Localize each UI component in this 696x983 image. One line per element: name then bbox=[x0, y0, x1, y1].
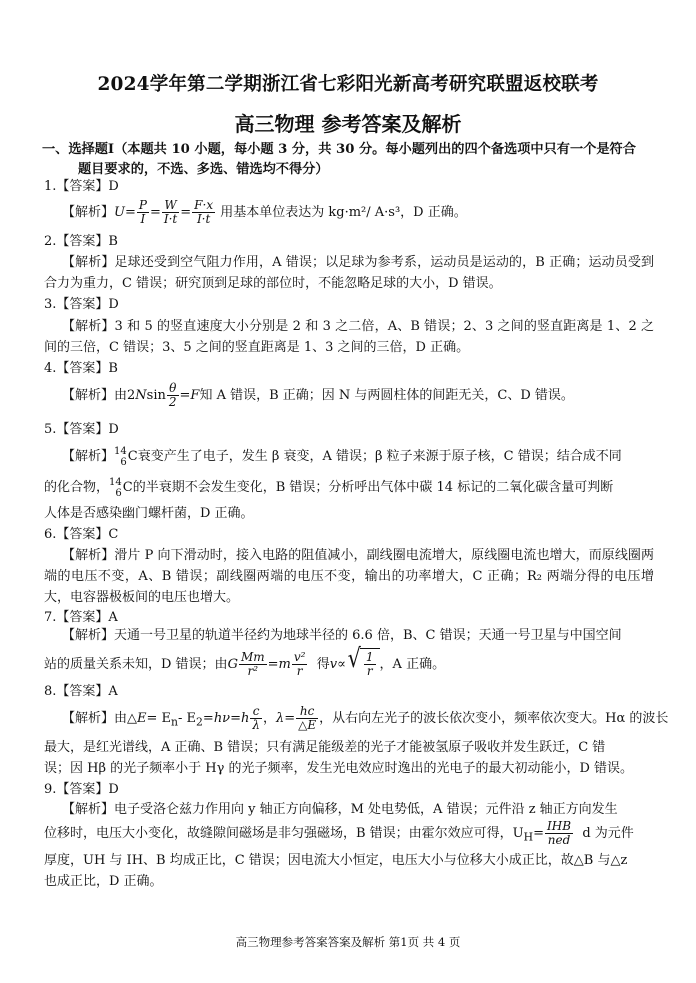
section-heading bbox=[42, 140, 654, 180]
fraction: $\frac{W}{I\cdot t}$ bbox=[163, 198, 178, 226]
q8-answer: 8.【答案】A bbox=[44, 684, 118, 699]
q8-analysis-line2: 最大，是红光谱线，A 正确、B 错误；只有满足能级差的光子才能被氢原子吸收并发生跃迁，C 错 bbox=[44, 740, 606, 755]
q7-analysis-line1: 【解析】天通一号卫星的轨道半径约为地球半径的 6.6 倍，B、C 错误；天通一号卫星与中国空间 bbox=[62, 628, 622, 643]
q5-analysis-line2: 的化合物， 14 6 C的半衰期不会发生变化，B 错误；分析呼出气体中碳 14 标记的二氧化碳含量可判断 bbox=[44, 476, 614, 499]
square-root: √ $\frac{1}{r}$ bbox=[346, 648, 380, 681]
fraction: $\frac{\text{v²}}{r}$ bbox=[293, 650, 306, 678]
section-heading-line1: 一、选择题Ⅰ（本题共 10 小题，每小题 3 分，共 30 分。每小题列出的四个备选项中只有一个是符合 bbox=[42, 142, 636, 157]
fraction: $\frac{F\cdot x}{I\cdot t}$ bbox=[194, 198, 214, 226]
q7-analysis-line2: 站的质量关系未知，D 错误；由G $\frac{Mm}{\text{r²}}$ =m $\frac{\text{v²}}{r}$ 得v∝ √ $\frac{1}{r}$ ，A 正确。 bbox=[44, 648, 654, 681]
q8-analysis-line1: 【解析】由△E= $E_n-$ $E_2=h\nu=h$ $\frac{c}{\lambda}$ ，λ= $\frac{hc}{\triangle E}$ ，从右向左光子的波长依次变小，频率依次变大。Hα 的波长 bbox=[62, 704, 669, 732]
fraction: $\frac{\text{IHB}}{\text{ned}}$ bbox=[547, 819, 572, 847]
q9-answer: 9.【答案】D bbox=[44, 782, 119, 797]
q3-answer: 3.【答案】D bbox=[44, 297, 119, 312]
q2-analysis: 【解析】足球还受到空气阻力作用，A 错误；以足球为参考系，运动员是运动的，B 正确；运动员受到合力为重力，C 错误；研究顶到足球的部位时，不能忽略足球的大小，D 错误。 bbox=[44, 255, 654, 291]
fraction: $\frac{c}{\lambda}$ bbox=[252, 704, 260, 732]
q6-analysis: 【解析】滑片 P 向下滑动时，接入电路的阻值减小，副线圈电流增大，原线圈电流也增大，而原线圈两端的电压不变，A、B 错误；副线圈两端的电压不变，输出的功率增大，C 正确；R₂ 两端分得的电压增大，电容器极板间的电压也增大。 bbox=[44, 548, 654, 605]
q1-analysis: 【解析】U= $\frac{P}{I}$ = $\frac{W}{I\cdot t}$ = $\frac{F\cdot x}{I\cdot t}$ 用基本单位表达为 kg·m²/ A·s³，D 正确。 bbox=[62, 198, 467, 226]
q9-analysis-line4: 也成正比，D 正确。 bbox=[44, 874, 163, 889]
q4-analysis: 【解析】由2Nsin $\frac{\theta}{2}$ =F知 A 错误，B 正确；因 N 与两圆柱体的间距无关，C、D 错误。 bbox=[62, 381, 574, 409]
q5-analysis-line1: 【解析】 14 6 C衰变产生了电子，发生 β 衰变，A 错误；β 粒子来源于原子核，C 错误；结合成不同 bbox=[62, 445, 622, 468]
q9-analysis-line1: 【解析】电子受洛仑兹力作用向 y 轴正方向偏移，M 处电势低，A 错误；元件沿 z 轴正方向发生 bbox=[62, 802, 618, 817]
q7-answer: 7.【答案】A bbox=[44, 610, 118, 625]
nuclide-symbol: 14 6 bbox=[109, 476, 122, 499]
q9-analysis-line2: 位移时，电压大小变化，故缝隙间磁场是非匀强磁场，B 错误；由霍尔效应可得，$U_H=$ $\frac{\text{IHB}}{\text{ned}}$ d 为元件 bbox=[44, 819, 634, 847]
q3-analysis: 【解析】3 和 5 的竖直速度大小分别是 2 和 3 之二倍，A、B 错误；2、3 之间的竖直距离是 1、2 之间的三倍，C 错误；3、5 之间的竖直距离是 1、3 之间的三倍，D 正确。 bbox=[44, 319, 654, 355]
q4-answer: 4.【答案】B bbox=[44, 361, 118, 376]
q8-analysis-line3: 误；因 Hβ 的光子频率小于 Hγ 的光子频率，发生光电效应时逸出的光电子的最大初动能小，D 错误。 bbox=[44, 761, 634, 776]
fraction: $\frac{P}{I}$ bbox=[138, 198, 147, 226]
exam-title: 2024学年第二学期浙江省七彩阳光新高考研究联盟返校联考 bbox=[97, 74, 599, 95]
q1-answer: 1.【答案】D bbox=[44, 179, 119, 194]
section-heading-line2: 题目要求的，不选、多选、错选均不得分） bbox=[78, 162, 329, 177]
fraction: $\frac{hc}{\triangle E}$ bbox=[298, 704, 317, 732]
q2-answer: 2.【答案】B bbox=[44, 234, 118, 249]
q6-answer: 6.【答案】C bbox=[44, 527, 119, 542]
q5-answer: 5.【答案】D bbox=[44, 422, 119, 437]
q9-analysis-line3: 厚度，UH 与 IH、B 均成正比，C 错误；因电流大小恒定，电压大小与位移大小成正比，故△B 与△z bbox=[44, 853, 628, 868]
nuclide-symbol: 14 6 bbox=[114, 445, 127, 468]
fraction: $\frac{\theta}{2}$ bbox=[168, 381, 177, 409]
page-footer: 高三物理参考答案答案及解析 第1页 共 4 页 bbox=[235, 935, 461, 949]
page-title: 高三物理 参考答案及解析 bbox=[234, 112, 462, 136]
fraction: $\frac{Mm}{\text{r²}}$ bbox=[240, 650, 265, 678]
fraction: $\frac{1}{r}$ bbox=[365, 650, 374, 678]
q5-analysis-line3: 人体是否感染幽门螺杆菌，D 正确。 bbox=[44, 506, 254, 521]
